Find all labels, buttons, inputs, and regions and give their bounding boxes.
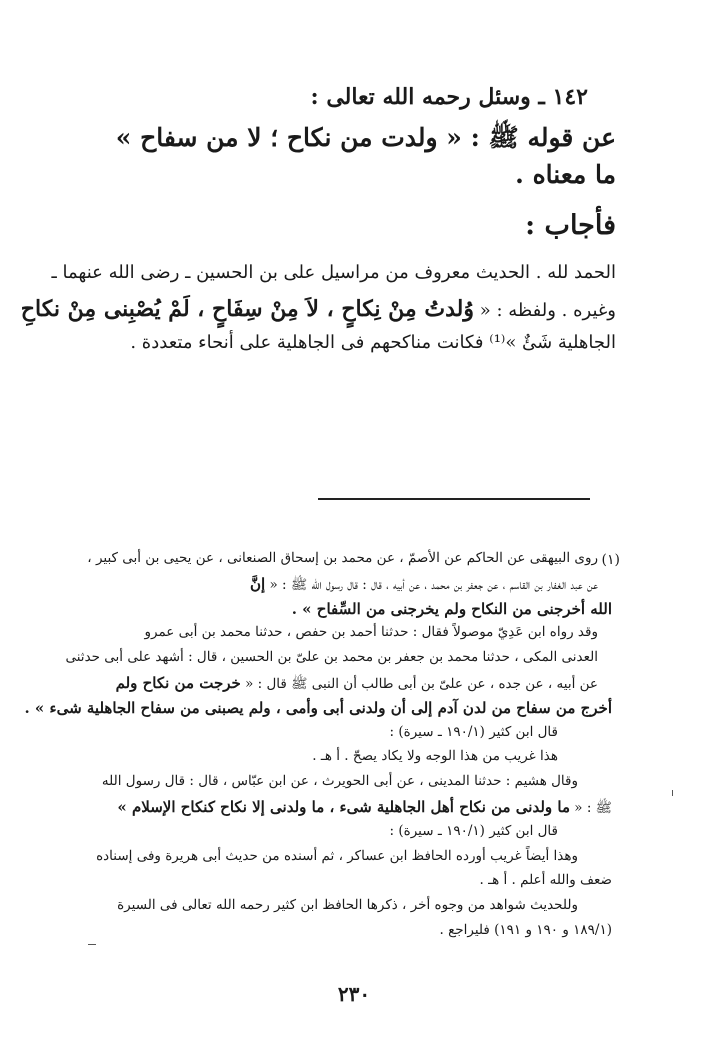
footnote-line (102, 773, 578, 789)
footnote-line (292, 600, 612, 618)
footnote-line (480, 872, 612, 888)
footnote-text: وقال هشيم : حدثنا المدينى ، عن أبى الحويرث ، عن ابن عبّاس ، قال : قال رسول الله (101, 773, 578, 790)
answer-line-3: الجاهلية شَئٌ »⁽¹⁾ فكانت مناكحهم فى الجاهلية على أنحاء متعددة . (130, 332, 616, 353)
footnote-number: (١) (601, 552, 620, 568)
footnote-text: وهذا أيضاً غريب أورده الحافظ ابن عساكر ، ثم أسنده من حديث أبى هريرة وفى إسناده (96, 847, 578, 864)
question-heading: ١٤٢ ـ وسئل رحمه الله تعالى : (310, 84, 588, 110)
footnote-text: هذا غريب من هذا الوجه ولا يكاد يصحّ . أ هـ . (312, 748, 558, 765)
footnote-line (24, 699, 612, 717)
footnote-text: عن أبيه ، عن جده ، عن علىّ بن أبى طالب أن النبى ﷺ قال : « (245, 676, 598, 692)
footnote-line (390, 724, 558, 740)
answer-line-2 (21, 296, 616, 322)
footnote-text: قال ابن كثير (١٩٠/١ ـ سيرة) : (389, 723, 558, 740)
answer-line-2-plain: وغيره . ولفظه : « (479, 300, 616, 321)
footnote-hadith-text: أخرج من سفاح من لدن آدم إلى أن ولدنى أبى وأمى ، ولم يصبنى من سفاح الجاهلية شىء » . (24, 698, 612, 717)
footnote-line (117, 897, 578, 913)
answer-heading: فأجاب : (525, 210, 616, 241)
margin-dash (88, 944, 96, 945)
answer-line-1: الحمد لله . الحديث معروف من مراسيل على بن الحسين ـ رضى الله عنهما ـ (51, 262, 616, 283)
footnote-divider (318, 498, 590, 500)
footnote-hadith-text: الله أخرجنى من النكاح ولم يخرجنى من السِّفاح » . (291, 599, 612, 618)
question-text: عن قوله ﷺ : « ولدت من نكاح ؛ لا من سفاح » (115, 123, 616, 152)
footnote-text: ﷺ : « (574, 800, 612, 816)
footnote-line (117, 798, 612, 819)
footnote-text: (١٨٩/١ و ١٩٠ و ١٩١) فليراجع . (439, 922, 612, 938)
footnote-text: العدنى المكى ، حدثنا محمد بن جعفر بن محمد بن علىّ بن الحسين ، قال : أشهد على أبى حدثنى (65, 649, 598, 666)
footnote-text: ضعف والله أعلم . أ هـ . (479, 872, 612, 889)
footnote-hadith-text: إنَّ (250, 574, 266, 593)
footnote-line (65, 649, 598, 665)
footnote-text: وللحديث شواهد من وجوه أخر ، ذكرها الحافظ ابن كثير رحمه الله تعالى فى السيرة (117, 897, 578, 914)
footnote-text: عن عبد الغفار بن القاسم ، عن جعفر بن محمد ، عن أبيه ، قال : قال رسول الله ﷺ : « (269, 576, 598, 593)
footnote-line (96, 848, 578, 864)
footnote-hadith-text: ما ولدنى من نكاح أهل الجاهلية شىء ، ما ولدنى إلا نكاح كنكاح الإسلام » (117, 798, 570, 816)
footnote-line (312, 748, 558, 764)
margin-mark (672, 790, 673, 796)
question-text-end: ما معناه . (515, 160, 616, 189)
footnote-line (145, 624, 598, 640)
footnote-line (250, 575, 598, 596)
footnote-line (440, 922, 612, 938)
page-number: ٢٣٠ (337, 982, 371, 1006)
footnote-line (390, 823, 558, 839)
hadith-quote: وُلدتُ مِنْ نِكاحٍ ، لاَ مِنْ سِفَاحٍ ، لَمْ يُصْبِنى مِنْ نكاحِ (20, 296, 474, 322)
footnote-line (87, 550, 598, 566)
footnote-hadith-text: خرجت من نكاح ولم (115, 674, 241, 692)
footnote-text: قال ابن كثير (١٩٠/١ ـ سيرة) : (389, 822, 558, 839)
footnote-text: روى البيهقى عن الحاكم عن الأصمّ ، عن محمد بن إسحاق الصنعانى ، عن يحيى بن أبى كبير ، (87, 550, 598, 566)
footnote-text: وقد رواه ابن عَدِيّ موصولاً فقال : حدثنا أحمد بن حفص ، حدثنا محمد بن أبى عمرو (144, 624, 598, 641)
footnote-line (116, 674, 598, 695)
